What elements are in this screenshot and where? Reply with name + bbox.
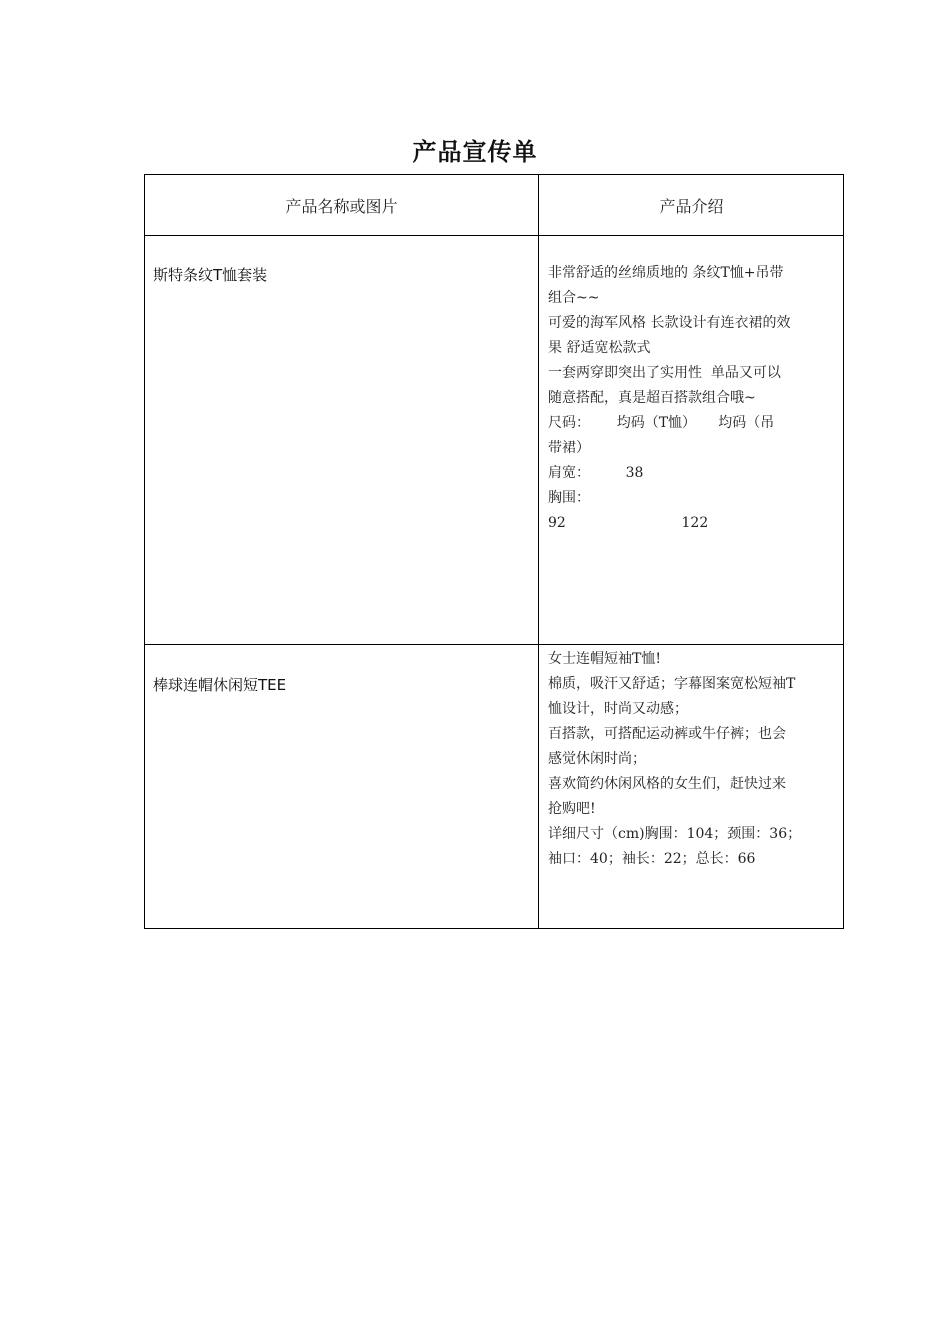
- intro-line: 肩宽： 38: [548, 465, 644, 481]
- intro-line: 可爱的海军风格 长款设计有连衣裙的效: [548, 315, 791, 331]
- header-product-name: 产品名称或图片: [285, 197, 398, 216]
- intro-line: 92 122: [548, 515, 709, 531]
- intro-line: 尺码： 均码（T恤） 均码（吊: [548, 415, 775, 431]
- product-name-2: 棒球连帽休闲短TEE: [153, 676, 287, 694]
- intro-line: 抢购吧!: [548, 801, 596, 817]
- intro-line: 百搭款，可搭配运动裤或牛仔裤；也会: [548, 726, 786, 742]
- product-table: [144, 174, 844, 929]
- product-name-1: 斯特条纹T恤套装: [153, 266, 268, 284]
- column-divider: [538, 175, 539, 928]
- product-intro-2: [548, 647, 844, 872]
- intro-line: 袖口：40；袖长：22；总长：66: [548, 851, 756, 867]
- row-divider: [145, 644, 843, 645]
- intro-line: 非常舒适的丝绵质地的 条纹T恤+吊带: [548, 265, 784, 281]
- intro-line: 恤设计，时尚又动感；: [548, 701, 688, 717]
- page-title: 产品宣传单: [412, 138, 538, 166]
- intro-line: 随意搭配，真是超百搭款组合哦~: [548, 390, 756, 406]
- intro-line: 棉质，吸汗又舒适；字幕图案宽松短袖T: [548, 676, 796, 692]
- intro-line: 感觉休闲时尚；: [548, 751, 646, 767]
- product-intro-1: [548, 261, 844, 536]
- intro-line: 喜欢简约休闲风格的女生们，赶快过来: [548, 776, 786, 792]
- intro-line: 胸围：: [548, 490, 590, 506]
- intro-line: 女士连帽短袖T恤!: [548, 651, 661, 667]
- intro-line: 组合~~: [548, 290, 600, 306]
- intro-line: 详细尺寸（cm)胸围：104；颈围：36；: [548, 826, 802, 842]
- intro-line: 果 舒适宽松款式: [548, 340, 651, 356]
- intro-line: 带裙）: [548, 440, 590, 456]
- intro-line: 一套两穿即突出了实用性 单品又可以: [548, 365, 781, 381]
- header-product-intro: 产品介绍: [659, 197, 724, 216]
